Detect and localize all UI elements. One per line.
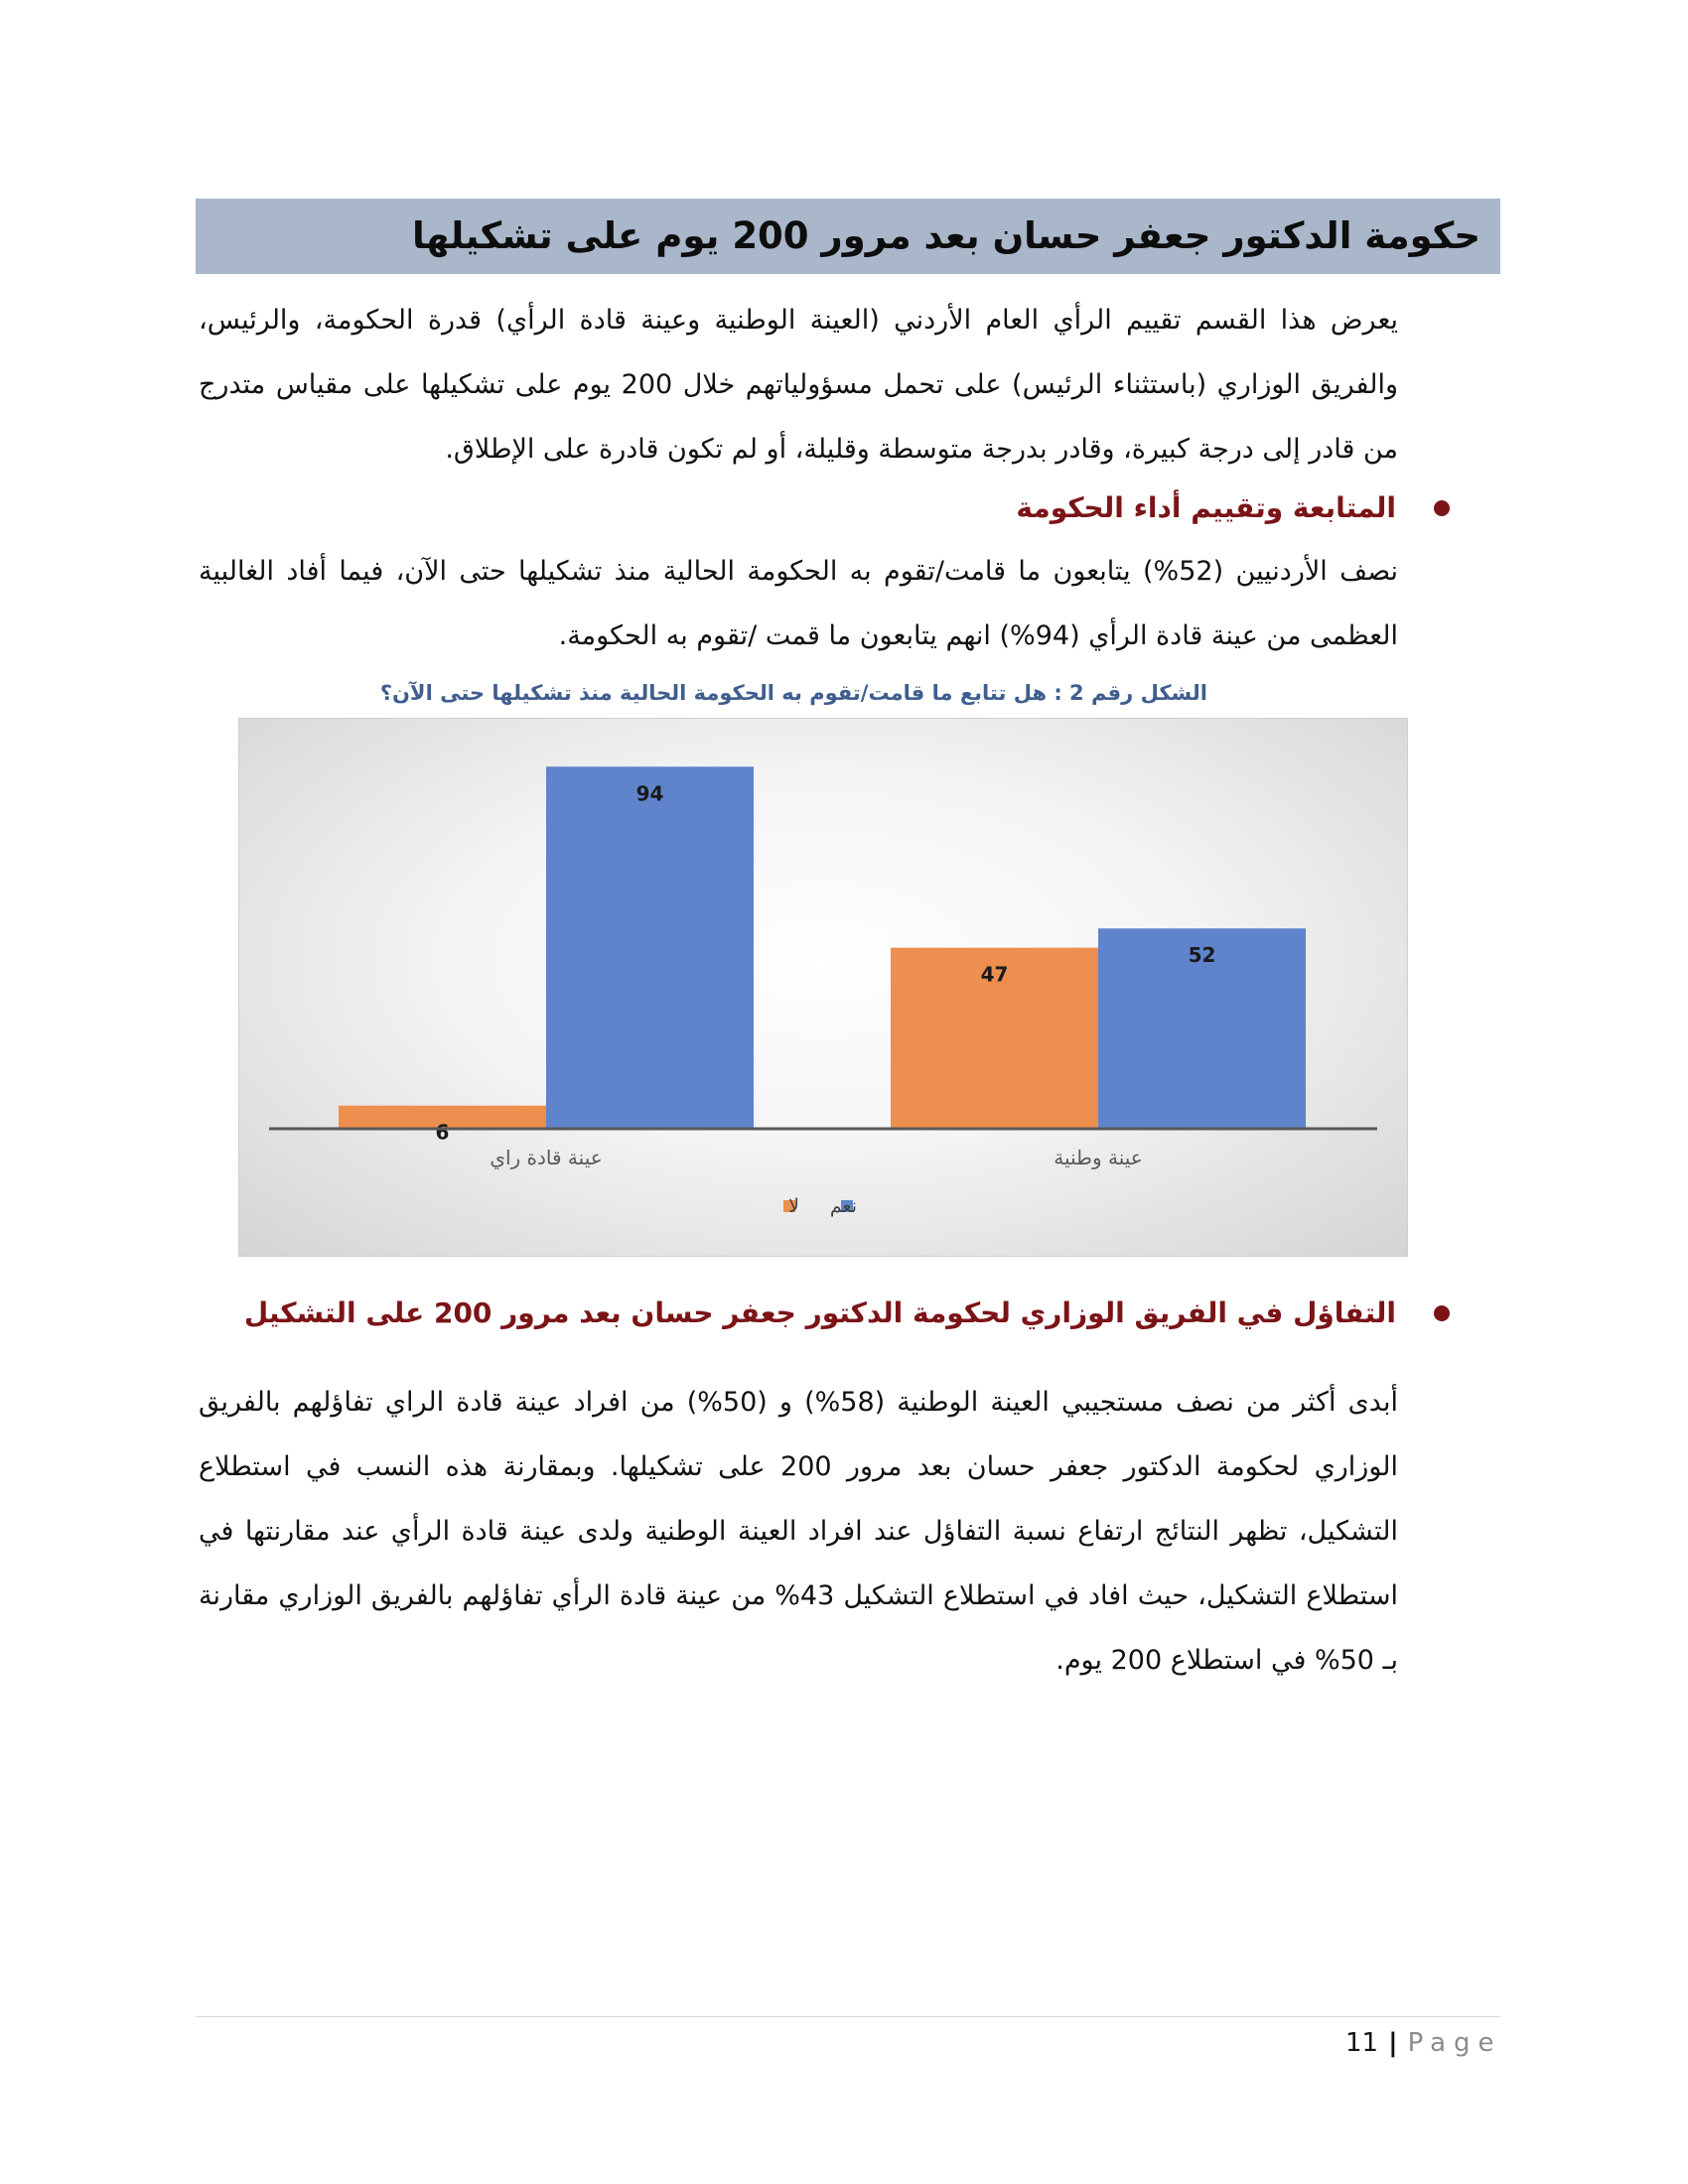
bullet-icon [1434, 1305, 1450, 1321]
footer-separator: | [1388, 2028, 1398, 2058]
x-tick-label: عينة قادة راي [490, 1146, 603, 1169]
legend-label: لا [788, 1195, 799, 1217]
bullet-heading-followup [298, 483, 1450, 533]
figure-caption: الشكل رقم 2 : هل تتابع ما قامت/تقوم به الحكومة الحالية منذ تشكيلها حتى الآن؟ [379, 681, 1207, 705]
page-label: Page [1407, 2028, 1502, 2058]
page-footer [1345, 2023, 1502, 2063]
data-label: 52 [1188, 943, 1216, 968]
section-title-band [196, 199, 1500, 274]
optimism-paragraph: أبدى أكثر من نصف مستجيبي العينة الوطنية (58%) و (50%) من افراد عينة قادة الراي تفاؤلهم بالفريق الوزاري لحكومة الدكتور جعفر حسان بعد مرور 200 على تشكيلها. وبمقارنة هذه النسب في استطلاع التشكيل، تظهر النتائج ارتفاع نسبة التفاؤل عند افراد العينة الوطنية ولدى عينة قادة الرأي عند مقارنتها في استطلاع التشكيل، حيث افاد في استطلاع التشكيل 43% من عينة قادة الرأي تفاؤلهم بالفريق الوزاري مقارنة بـ 50% في استطلاع 200 يوم. [199, 1387, 1398, 1676]
section-title: حكومة الدكتور جعفر حسان بعد مرور 200 يوم على تشكيلها [412, 214, 1480, 257]
footer-divider [196, 2016, 1500, 2017]
followup-paragraph: نصف الأردنيين (52%) يتابعون ما قامت/تقوم به الحكومة الحالية منذ تشكيلها حتى الآن، فيما أفاد الغالبية العظمى من عينة قادة الرأي (94%) انهم يتابعون ما قمت /تقوم به الحكومة. [199, 556, 1398, 651]
bullet-heading-text: المتابعة وتقييم أداء الحكومة [1016, 491, 1396, 524]
bar-نعم-عينة قادة راي [546, 766, 754, 1129]
x-tick-label: عينة وطنية [1054, 1146, 1143, 1169]
page-number: 11 [1345, 2028, 1379, 2058]
intro-paragraph: يعرض هذا القسم تقييم الرأي العام الأردني (العينة الوطنية وعينة قادة الرأي) قدرة الحكومة، والرئيس، والفريق الوزاري (باستثناء الرئيس) على تحمل مسؤولياتهم خلال 200 يوم على تشكيلها على مقياس متدرج من قادر إلى درجة كبيرة، وقادر بدرجة متوسطة وقليلة، أو لم تكون قادرة على الإطلاق. [199, 305, 1398, 465]
legend-label: نعم [829, 1195, 857, 1217]
bullet-heading-optimism [243, 1289, 1450, 1338]
bullet-heading-text: التفاؤل في الفريق الوزاري لحكومة الدكتور جعفر حسان بعد مرور 200 على التشكيل [243, 1297, 1396, 1329]
data-label: 94 [635, 781, 664, 806]
data-label: 47 [980, 962, 1009, 987]
data-label: 6 [435, 1120, 450, 1145]
bar-chart-svg [239, 719, 1407, 1256]
bar-chart [238, 718, 1408, 1257]
bullet-icon [1434, 500, 1450, 516]
